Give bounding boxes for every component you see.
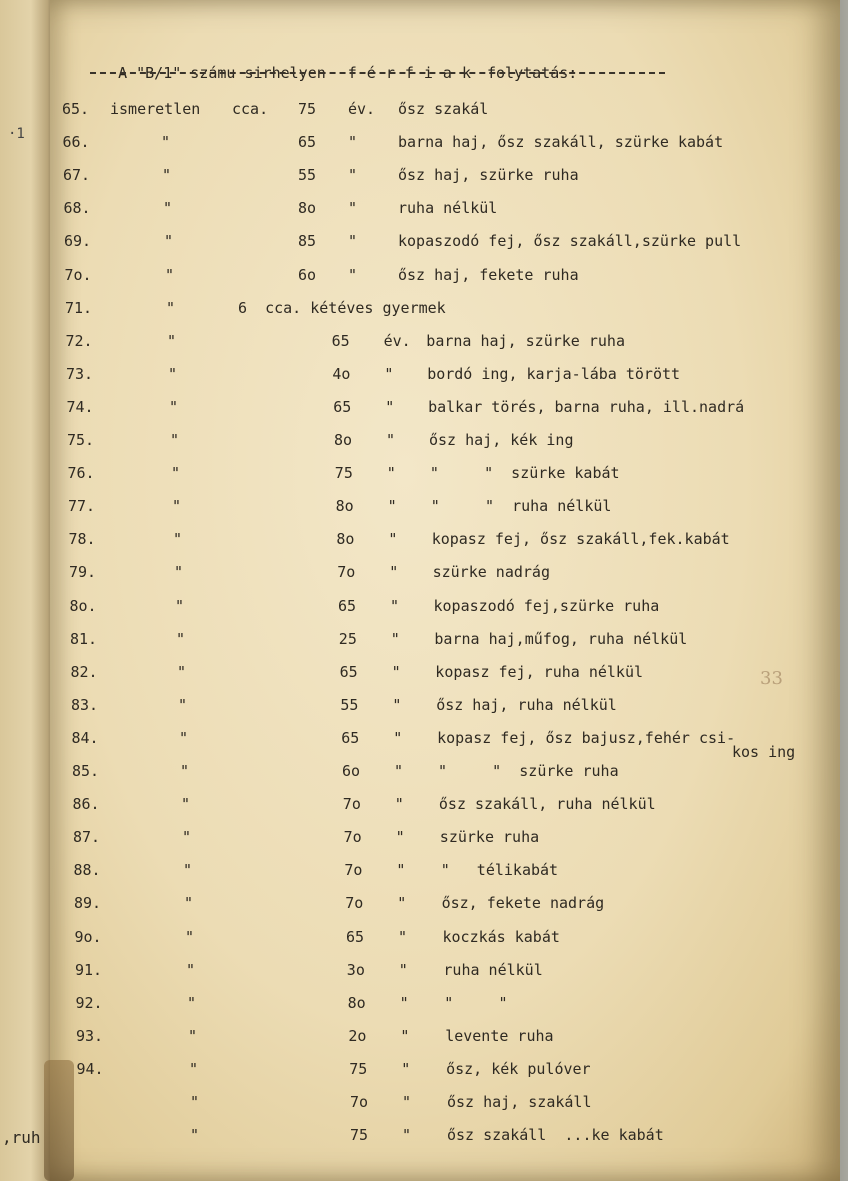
entry-age: 3o bbox=[346, 960, 365, 979]
entry-age: 7o bbox=[343, 828, 362, 847]
entry-age: 7o bbox=[350, 1093, 369, 1111]
page-header bbox=[100, 46, 577, 82]
list-item bbox=[0, 630, 848, 660]
entry-number: 92. bbox=[75, 993, 103, 1012]
list-item bbox=[0, 398, 848, 428]
entry-unit: " bbox=[348, 232, 358, 251]
ditto-mark: " bbox=[173, 530, 183, 549]
list-item bbox=[0, 497, 848, 527]
entry-description: kopasz fej, ősz bajusz,fehér csi- bbox=[437, 728, 736, 747]
entry-number: 79. bbox=[69, 563, 97, 582]
list-item bbox=[0, 530, 848, 560]
entry-age: 7o bbox=[344, 861, 363, 880]
list-item bbox=[0, 729, 848, 759]
list-item bbox=[0, 894, 848, 924]
ditto-mark: " bbox=[187, 993, 197, 1012]
list-item bbox=[0, 100, 848, 130]
list-item bbox=[0, 431, 848, 461]
entry-unit: " bbox=[402, 1126, 412, 1145]
entry-age: 4o bbox=[332, 364, 351, 383]
ditto-mark: " bbox=[170, 431, 180, 449]
entry-description: barna haj, szürke ruha bbox=[426, 331, 625, 350]
entry-unit: " bbox=[392, 695, 402, 714]
list-item bbox=[0, 232, 848, 262]
entry-age: 85 bbox=[298, 232, 317, 251]
entry-number: 66. bbox=[62, 133, 90, 152]
entry-unit: " bbox=[348, 166, 358, 185]
list-item bbox=[0, 332, 848, 362]
entry-description: barna haj, ősz szakáll, szürke kabát bbox=[398, 133, 724, 152]
list-item bbox=[0, 299, 848, 329]
entry-age: 8o bbox=[334, 431, 353, 449]
entry-description: barna haj,műfog, ruha nélkül bbox=[434, 629, 688, 648]
entry-description: kopaszodó fej,szürke ruha bbox=[433, 596, 660, 615]
entry-number: 74. bbox=[66, 397, 94, 416]
entry-age: 7o bbox=[337, 563, 356, 582]
entry-description: " " szürke kabát bbox=[429, 464, 620, 483]
entry-unit: " bbox=[348, 265, 358, 284]
ditto-mark: " bbox=[167, 331, 177, 350]
entry-age: 75 bbox=[298, 100, 317, 118]
entry-number: 89. bbox=[74, 894, 102, 913]
entry-number: 91. bbox=[75, 960, 103, 979]
ditto-mark: " bbox=[172, 497, 182, 516]
entry-number: 72. bbox=[65, 331, 93, 350]
list-item bbox=[0, 994, 848, 1024]
entry-unit: " bbox=[386, 464, 396, 483]
entry-unit: " bbox=[400, 1026, 410, 1045]
entry-age: 2o bbox=[348, 1026, 367, 1045]
entry-description: kopaszodó fej, ősz szakáll,szürke pull bbox=[398, 232, 742, 251]
list-item bbox=[0, 464, 848, 494]
entry-age: 65 bbox=[331, 331, 350, 350]
entry-unit: " bbox=[390, 629, 400, 648]
list-item bbox=[0, 928, 848, 958]
entry-number: 71. bbox=[65, 298, 93, 317]
entry-unit: " bbox=[401, 1059, 411, 1078]
entry-age: 65 bbox=[338, 596, 357, 615]
entry-age: 8o bbox=[347, 993, 366, 1012]
header-left: A "B/1" számu sirhelyen bbox=[118, 64, 326, 82]
entry-age: 65 bbox=[298, 133, 317, 152]
ditto-mark: " bbox=[178, 695, 188, 714]
entry-age: 65 bbox=[341, 728, 360, 747]
entry-description: ősz szakáll ...ke kabát bbox=[447, 1126, 664, 1145]
ditto-mark: " bbox=[180, 762, 190, 780]
list-item bbox=[0, 1093, 848, 1123]
entry-description: ruha nélkül bbox=[443, 960, 543, 979]
entry-description: ősz haj, szürke ruha bbox=[398, 166, 579, 185]
entry-number: 9o. bbox=[74, 927, 102, 946]
entry-number: 86. bbox=[72, 795, 100, 814]
entry-description: koczkás kabát bbox=[442, 927, 560, 946]
entry-age: 7o bbox=[342, 795, 361, 814]
entry-description: bordó ing, karja-lába törött bbox=[427, 364, 681, 383]
list-item bbox=[0, 365, 848, 395]
ditto-mark: " bbox=[163, 199, 173, 218]
entry-number: 85. bbox=[72, 762, 100, 780]
list-item bbox=[0, 961, 848, 991]
entry-unit: " bbox=[402, 1093, 412, 1111]
entry-unit: " bbox=[398, 960, 408, 979]
ditto-mark: " bbox=[188, 1026, 198, 1045]
list-item bbox=[0, 133, 848, 163]
ditto-mark: " bbox=[190, 1126, 200, 1145]
entry-number: 69. bbox=[64, 232, 92, 251]
entry-description: ősz, kék pulóver bbox=[446, 1059, 591, 1078]
ditto-mark: " bbox=[175, 596, 185, 615]
ditto-mark: " bbox=[179, 728, 189, 747]
entry-number: 82. bbox=[70, 662, 98, 681]
entry-unit: " bbox=[389, 563, 399, 582]
entry-age: 75 bbox=[334, 464, 353, 483]
entry-description-cont: kos ing bbox=[732, 742, 796, 761]
entry-age: 8o bbox=[298, 199, 317, 218]
entry-description: szürke ruha bbox=[439, 828, 540, 847]
binding-text: ,ruh bbox=[2, 1128, 41, 1147]
entry-description: kopasz fej, ruha nélkül bbox=[435, 662, 644, 681]
entry-age: 75 bbox=[349, 1059, 368, 1078]
header-rule bbox=[90, 72, 665, 74]
entry-age: 6o bbox=[342, 762, 361, 780]
list-item bbox=[0, 1060, 848, 1090]
ditto-mark: " bbox=[168, 364, 178, 383]
ditto-mark: " bbox=[190, 1093, 200, 1111]
pencil-number: 33 bbox=[760, 668, 783, 689]
entry-description: " " szürke ruha bbox=[438, 762, 619, 780]
entry-unit: " bbox=[387, 497, 397, 516]
ditto-mark: " bbox=[189, 1059, 199, 1078]
entry-age: 65 bbox=[339, 662, 358, 681]
ditto-mark: " bbox=[185, 927, 195, 946]
list-item bbox=[0, 266, 848, 296]
ditto-mark: " bbox=[181, 795, 191, 814]
entry-age: 55 bbox=[298, 166, 317, 185]
ditto-mark: " bbox=[169, 397, 179, 416]
entry-name: ismeretlen bbox=[110, 100, 201, 118]
entry-age: 6o bbox=[298, 265, 317, 284]
entry-unit: " bbox=[394, 762, 404, 780]
ditto-mark: " bbox=[164, 232, 174, 251]
entry-age: 55 bbox=[340, 695, 359, 714]
entry-description: " " bbox=[444, 993, 508, 1012]
entry-number: 83. bbox=[71, 695, 99, 714]
entry-description: levente ruha bbox=[445, 1026, 554, 1045]
entry-age: 25 bbox=[338, 629, 357, 648]
list-item bbox=[0, 795, 848, 825]
ditto-mark: " bbox=[174, 563, 184, 582]
ditto-mark: " bbox=[165, 265, 175, 284]
entry-unit: " bbox=[393, 728, 403, 747]
entry-age: 8o bbox=[335, 497, 354, 516]
ditto-mark: " bbox=[162, 166, 172, 185]
entry-number: 68. bbox=[63, 199, 91, 218]
entry-number: 78. bbox=[68, 530, 96, 549]
entry-unit: " bbox=[391, 662, 401, 681]
entry-description: szürke nadrág bbox=[432, 563, 550, 582]
entry-age: 75 bbox=[350, 1126, 369, 1145]
entry-description: ruha nélkül bbox=[398, 199, 498, 218]
list-item bbox=[0, 696, 848, 726]
entry-age: 65 bbox=[346, 927, 365, 946]
entry-unit: " bbox=[385, 397, 395, 416]
entry-number: 8o. bbox=[69, 596, 97, 615]
entry-unit: " bbox=[390, 596, 400, 615]
entry-unit: " bbox=[395, 828, 405, 847]
entry-number: 76. bbox=[67, 464, 95, 483]
entry-age: 65 bbox=[333, 397, 352, 416]
list-item bbox=[0, 563, 848, 593]
list-item bbox=[0, 861, 848, 891]
entry-description: ősz haj, fekete ruha bbox=[398, 265, 579, 284]
entry-description: ősz haj, ruha nélkül bbox=[436, 695, 617, 714]
entry-unit: " bbox=[386, 431, 396, 449]
entry-description: balkar törés, barna ruha, ill.nadrá bbox=[428, 397, 745, 416]
list-item bbox=[0, 597, 848, 627]
entry-unit: év. bbox=[348, 100, 376, 118]
ditto-mark: " bbox=[186, 960, 196, 979]
list-item bbox=[0, 1027, 848, 1057]
entry-unit: " bbox=[388, 530, 398, 549]
entry-number: 75. bbox=[67, 431, 95, 449]
entry-number: 81. bbox=[70, 629, 98, 648]
entry-number: 93. bbox=[76, 1026, 104, 1045]
entry-number: 94. bbox=[76, 1059, 104, 1078]
entry-unit: " bbox=[348, 133, 358, 152]
header-right: folytatás: bbox=[487, 64, 578, 82]
entry-unit: " bbox=[394, 795, 404, 814]
entry-age: 7o bbox=[345, 894, 364, 913]
entry-note: 6 cca. kétéves gyermek bbox=[238, 298, 446, 317]
entry-unit: " bbox=[397, 894, 407, 913]
list-item bbox=[0, 199, 848, 229]
header-spaced: férfiak bbox=[347, 64, 481, 82]
entry-cca: cca. bbox=[232, 100, 269, 118]
list-item bbox=[0, 1126, 848, 1156]
entry-unit: " bbox=[384, 364, 394, 383]
entry-age: 8o bbox=[336, 530, 355, 549]
list-item bbox=[0, 166, 848, 196]
ditto-mark: " bbox=[184, 894, 194, 913]
binding-mark: ·1 bbox=[8, 126, 25, 142]
entry-number: 87. bbox=[73, 828, 101, 847]
entry-unit: " bbox=[348, 199, 358, 218]
entry-unit: " bbox=[399, 993, 409, 1012]
list-item bbox=[0, 663, 848, 693]
ditto-mark: " bbox=[182, 828, 192, 847]
entry-number: 65. bbox=[62, 100, 90, 118]
entry-description: ősz szakál bbox=[398, 100, 489, 118]
entry-description: ősz haj, kék ing bbox=[429, 431, 574, 449]
entry-unit: " bbox=[396, 861, 406, 880]
list-item bbox=[0, 762, 848, 792]
entry-number: 7o. bbox=[64, 265, 92, 284]
ditto-mark: " bbox=[171, 464, 181, 483]
entry-number: 84. bbox=[71, 728, 99, 747]
entry-description: kopasz fej, ősz szakáll,fek.kabát bbox=[431, 530, 730, 549]
ditto-mark: " bbox=[176, 629, 186, 648]
ditto-mark: " bbox=[177, 662, 187, 681]
entry-description: ősz, fekete nadrág bbox=[441, 894, 605, 913]
entry-description: " télikabát bbox=[440, 861, 559, 880]
ditto-mark: " bbox=[166, 298, 176, 317]
entry-description: " " ruha nélkül bbox=[430, 497, 612, 516]
list-item bbox=[0, 828, 848, 858]
entry-description: ősz haj, szakáll bbox=[447, 1093, 592, 1111]
entry-unit: év. bbox=[383, 331, 411, 350]
ditto-mark: " bbox=[161, 133, 171, 152]
entry-number: 73. bbox=[66, 364, 94, 383]
entry-number: 77. bbox=[68, 497, 96, 516]
entry-number: 88. bbox=[73, 861, 101, 880]
entry-number: 67. bbox=[63, 166, 91, 185]
ditto-mark: " bbox=[183, 861, 193, 880]
entry-description: ősz szakáll, ruha nélkül bbox=[438, 795, 656, 814]
entry-unit: " bbox=[398, 927, 408, 946]
